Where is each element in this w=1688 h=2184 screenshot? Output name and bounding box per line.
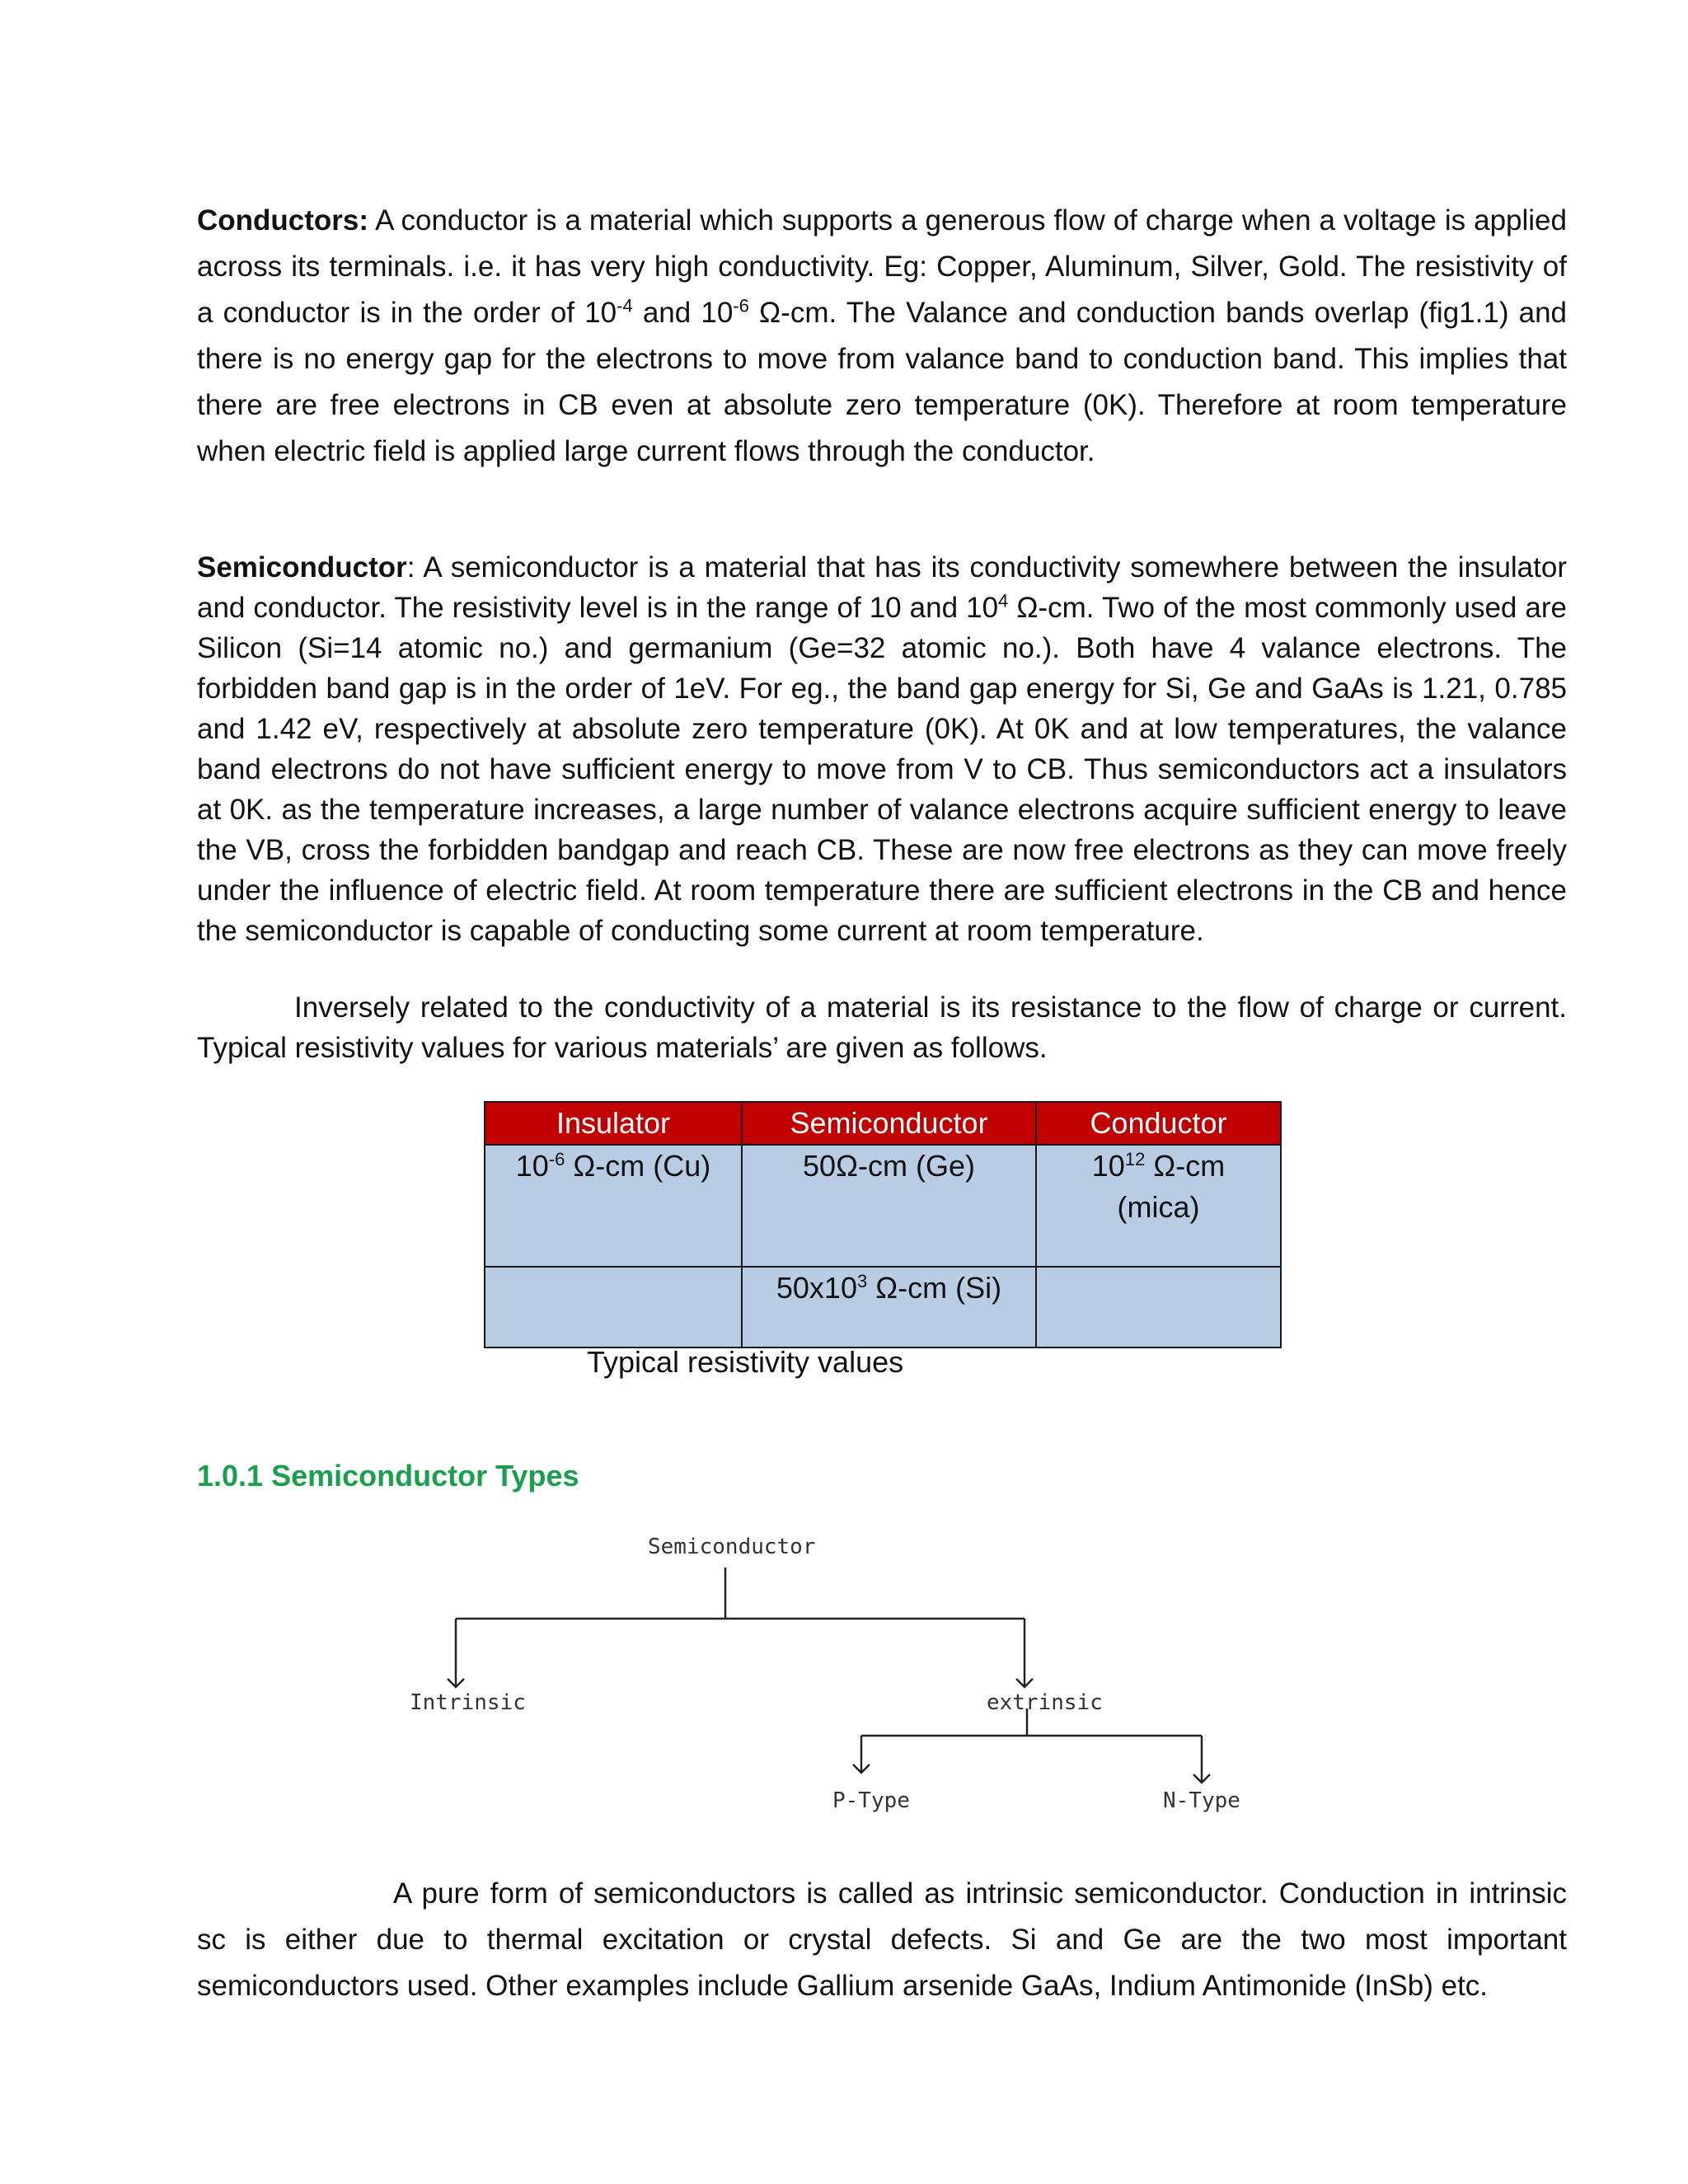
- header-insulator: Insulator: [485, 1102, 742, 1145]
- cell-text: 50x10: [776, 1271, 857, 1305]
- exponent: 3: [856, 1271, 868, 1291]
- section-heading: 1.0.1 Semiconductor Types: [197, 1459, 579, 1493]
- semiconductor-text-2: Ω-cm. Two of the most commonly used are Silicon (Si=14 atomic no.) and germanium (Ge=32 atomic no.). Both have 4 valance electrons. The forbidden band gap is in the order of 1eV. For eg., the band gap energy for Si, Ge and GaAs is 1.21, 0.785 and 1.42 eV, respectively at absolute zero temperature (0K). At 0K and at low temperatures, the valance band electrons do not have sufficient energy to move from V to CB. Thus semiconductors act a insulators at 0K. as the temperature increases, a large number of valance electrons acquire sufficient energy to leave the VB, cross the forbidden bandgap and reach CB. These are now free electrons as they can move freely under the influence of electric field. At room temperature there are sufficient electrons in the CB and hence the semiconductor is capable of conducting some current at room temperature.: [197, 592, 1568, 947]
- table-caption: Typical resistivity values: [587, 1345, 904, 1379]
- conductors-text-3: Ω-cm. The Valance and conduction bands overlap (fig1.1) and there is no energy gap for the electrons to move from valance band to conduction band. This implies that there are free electrons in CB even at absolute zero temperature (0K). Therefore at room temperature when electric field is applied large current flows through the conductor.: [197, 297, 1568, 467]
- node-p-type: P-Type: [832, 1788, 910, 1813]
- node-n-type: N-Type: [1163, 1788, 1240, 1813]
- node-intrinsic: Intrinsic: [410, 1690, 526, 1715]
- semiconductor-term: Semiconductor: [197, 551, 407, 583]
- inversely-paragraph: Inversely related to the conductivity of a material is its resistance to the flow of charge or current. Typical resistivity values for various materials’ are given as follows.: [197, 991, 1567, 1064]
- cell-text: Ω-cm: [1145, 1149, 1226, 1183]
- header-conductor: Conductor: [1036, 1102, 1281, 1145]
- cell-semiconductor-ge: 50Ω-cm (Ge): [742, 1145, 1036, 1267]
- cell-text: 10: [515, 1149, 549, 1183]
- node-extrinsic: extrinsic: [987, 1690, 1103, 1715]
- cell-text: 10: [1091, 1149, 1125, 1183]
- cell-text: Ω-cm (Si): [867, 1271, 1002, 1305]
- conductors-term: Conductors:: [197, 204, 369, 237]
- conductors-text-1: A conductor is a material which supports a generous flow of charge when a voltage is applied across its terminals. i.e. it has very high conductivity. Eg: Copper, Aluminum, Silver, Gold. The resistivity of a conductor is in the order of 10: [197, 204, 1567, 329]
- exponent: -6: [733, 295, 749, 316]
- conductors-text-2: and 10: [632, 297, 734, 329]
- intrinsic-paragraph: A pure form of semiconductors is called as intrinsic semiconductor. Conduction in intrinsic sc is either due to thermal excitation or crystal defects. Si and Ge are the two most important semiconductors used. Other examples include Gallium arsenide GaAs, Indium Antimonide (InSb) etc.: [197, 1877, 1567, 2002]
- node-semiconductor: Semiconductor: [648, 1535, 816, 1559]
- exponent: 4: [998, 590, 1009, 612]
- exponent: -6: [548, 1149, 565, 1169]
- exponent: -4: [617, 295, 633, 316]
- exponent: 12: [1124, 1149, 1146, 1169]
- cell-text: Ω-cm (Cu): [565, 1149, 711, 1183]
- cell-text: (mica): [1117, 1190, 1200, 1224]
- semiconductor-text-1: : A semiconductor is a material that has its conductivity somewhere between the insulator and conductor. The resistivity level is in the range of 10 and 10: [197, 551, 1567, 624]
- header-semiconductor: Semiconductor: [742, 1102, 1036, 1145]
